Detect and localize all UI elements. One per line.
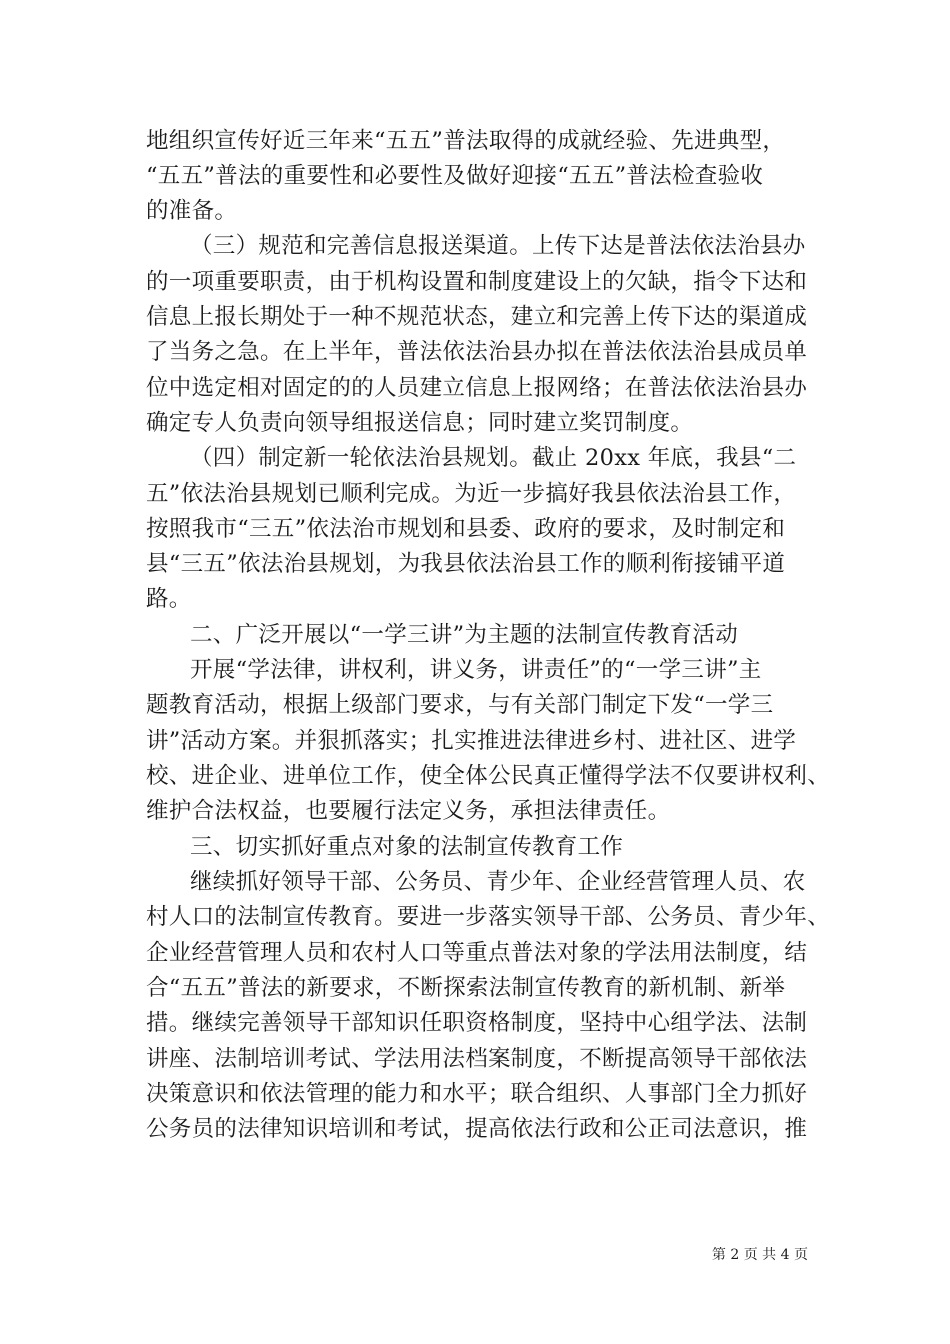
text-line: 继续抓好领导干部、公务员、青少年、企业经营管理人员、农 (190, 869, 806, 895)
text-line: 企业经营管理人员和农村人口等重点普法对象的学法用法制度，结 (146, 940, 808, 966)
text-line: “五五”普法的重要性和必要性及做好迎接“五五”普法检查验收 (146, 163, 764, 189)
text-line: （四）制定新一轮依法治县规划。截止 20xx 年底，我县“二 (190, 445, 797, 471)
text-line: 公务员的法律知识培训和考试，提高依法行政和公正司法意识，推 (146, 1116, 808, 1142)
text-line: 决策意识和依法管理的能力和水平；联合组织、人事部门全力抓好 (146, 1081, 808, 1107)
section-heading: 三、切实抓好重点对象的法制宣传教育工作 (190, 834, 624, 860)
text-line: 开展“学法律，讲权利，讲义务，讲责任”的“一学三讲”主 (190, 657, 762, 683)
text-line: 了当务之急。在上半年，普法依法治县办拟在普法依法治县成员单 (146, 339, 808, 365)
text-line: 维护合法权益，也要履行法定义务，承担法律责任。 (146, 798, 671, 824)
text-line: 的一项重要职责，由于机构设置和制度建设上的欠缺，指令下达和 (146, 269, 808, 295)
page-number: 第 2 页 共 4 页 (711, 1247, 808, 1263)
text-line: 题教育活动，根据上级部门要求，与有关部门制定下发“一学三 (146, 692, 774, 718)
text-line: 的准备。 (146, 198, 238, 224)
text-line: 按照我市“三五”依法治市规划和县委、政府的要求，及时制定和 (146, 516, 786, 542)
text-line: 位中选定相对固定的的人员建立信息上报网络；在普法依法治县办 (146, 375, 808, 401)
text-line: 路。 (146, 586, 192, 612)
text-line: 讲座、法制培训考试、学法用法档案制度，不断提高领导干部依法 (146, 1046, 808, 1072)
text-line: 五”依法治县规划已顺利完成。为近一步搞好我县依法治县工作， (146, 481, 797, 507)
section-heading: 二、广泛开展以“一学三讲”为主题的法制宣传教育活动 (190, 622, 739, 648)
text-line: 县“三五”依法治县规划，为我县依法治县工作的顺利衔接铺平道 (146, 551, 786, 577)
text-line: 校、进企业、进单位工作，使全体公民真正懂得学法不仅要讲权利、 (146, 763, 831, 789)
text-line: 村人口的法制宣传教育。要进一步落实领导干部、公务员、青少年、 (146, 904, 831, 930)
text-line: 信息上报长期处于一种不规范状态，建立和完善上传下达的渠道成 (146, 304, 808, 330)
text-line: 确定专人负责向领导组报送信息；同时建立奖罚制度。 (146, 410, 694, 436)
text-line: 地组织宣传好近三年来“五五”普法取得的成就经验、先进典型， (146, 128, 786, 154)
text-line: 措。继续完善领导干部知识任职资格制度，坚持中心组学法、法制 (146, 1010, 808, 1036)
text-line: 讲”活动方案。并狠抓落实；扎实推进法律进乡村、进社区、进学 (146, 728, 797, 754)
text-line: （三）规范和完善信息报送渠道。上传下达是普法依法治县办 (190, 233, 806, 259)
text-line: 合“五五”普法的新要求，不断探索法制宣传教育的新机制、新举 (146, 975, 786, 1001)
